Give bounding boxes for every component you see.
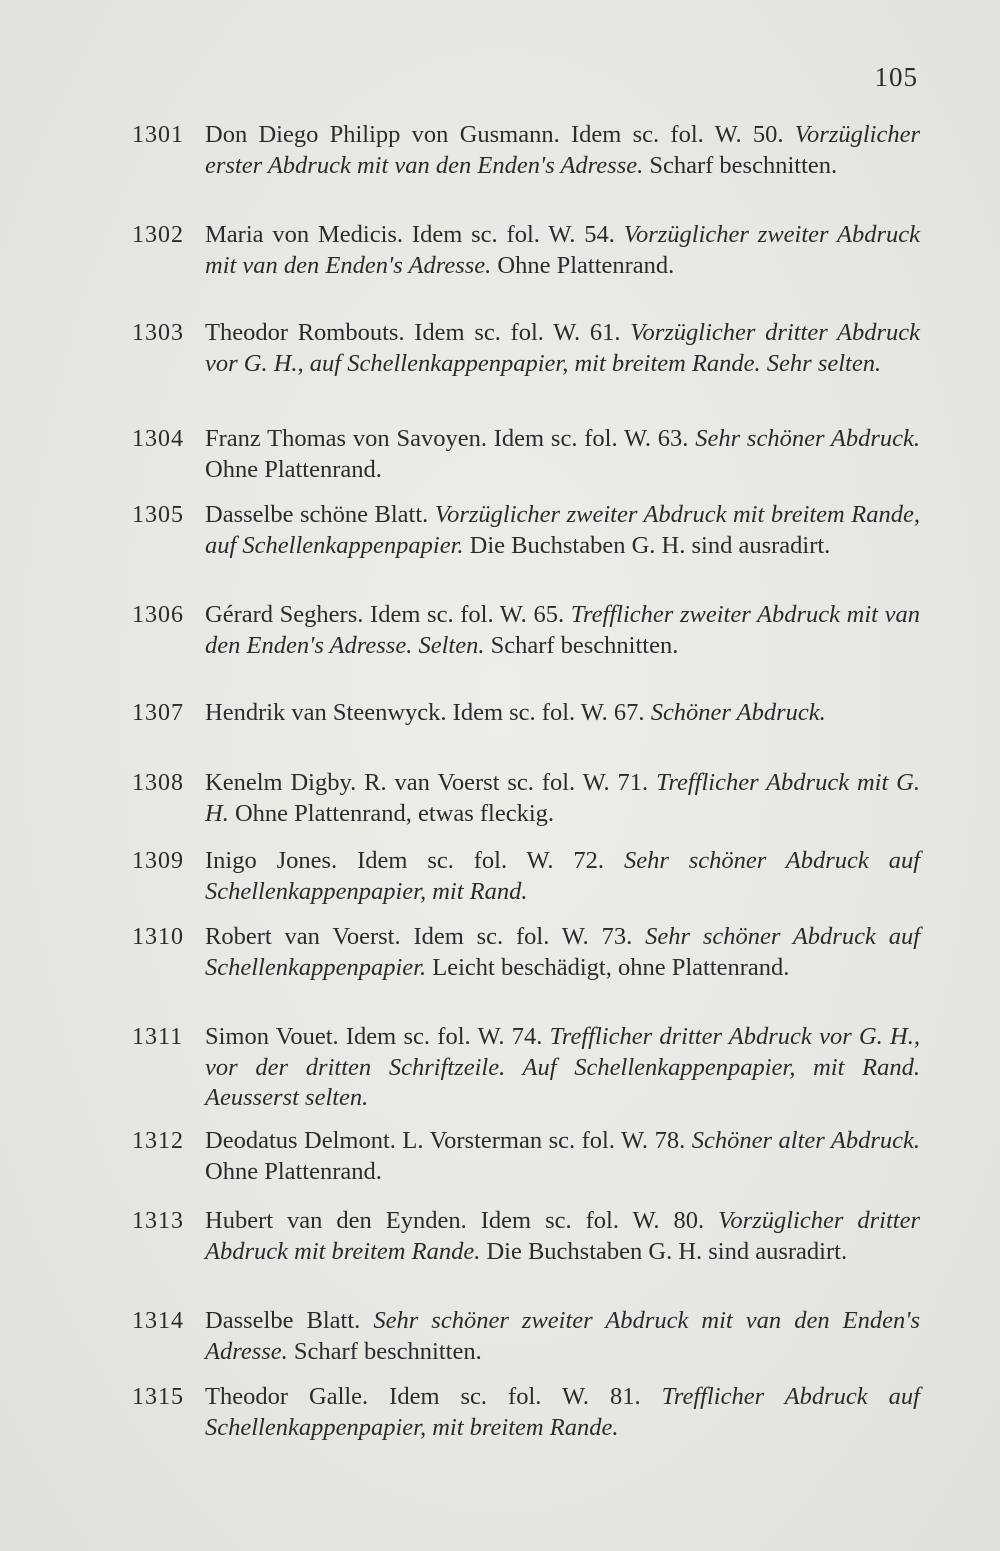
entry-text-part: Simon Vouet. Idem sc. fol. W. 74. — [205, 1023, 550, 1050]
entry-text-part: Franz Thomas von Savoyen. Idem sc. fol. W. 63. — [205, 425, 696, 452]
entry-text-part-italic: Vorzüglicher erster Abdruck mit van den Enden's Adresse. — [205, 121, 920, 179]
entry-number: 1301 — [132, 122, 184, 148]
entry-text-part: Hubert van den Eynden. Idem sc. fol. W. 80. — [205, 1207, 719, 1234]
entry-text-part-italic: Sehr schöner Abdruck. — [695, 425, 920, 452]
entry-text — [205, 846, 920, 907]
entry-text — [205, 1382, 920, 1443]
entry-number: 1308 — [132, 770, 184, 796]
entry-text-part-italic: Vorzüglicher zweiter Abdruck mit breitem Rande, auf Schellenkappenpapier. — [205, 501, 920, 559]
entry-number: 1306 — [132, 602, 184, 628]
entry-text — [205, 600, 920, 661]
entry-text-part-italic: Schöner alter Abdruck. — [691, 1127, 920, 1154]
entry-text-part: Dasselbe schöne Blatt. — [205, 501, 435, 528]
entry-text-part-italic: Trefflicher zweiter Abdruck mit van den Enden's Adresse. Selten. — [205, 601, 920, 659]
entry-text — [205, 120, 920, 181]
entry-text-part: Ohne Plattenrand. — [205, 455, 382, 483]
entry-text-part: Leicht beschädigt, ohne Plattenrand. — [426, 953, 790, 981]
entry-text-part: Ohne Plattenrand. — [491, 251, 675, 279]
entry-text-part: Scharf beschnitten. — [484, 631, 679, 659]
entry-number: 1309 — [132, 848, 184, 874]
entry-text-part: Ohne Plattenrand, etwas fleckig. — [228, 799, 555, 827]
entry-number: 1314 — [132, 1308, 184, 1334]
entry-text-part: Kenelm Digby. R. van Voerst sc. fol. W. 71. — [205, 769, 657, 796]
entry-text-part: Ohne Plattenrand. — [205, 1157, 382, 1185]
entry-text-part-italic: Vorzüglicher dritter Abdruck vor G. H., auf Schellenkappenpapier, mit breitem Rande. Sehr selten. — [205, 319, 920, 377]
entry-text-part-italic: Sehr schöner zweiter Abdruck mit van den Enden's Adresse. — [205, 1307, 920, 1365]
entry-text-part: Robert van Voerst. Idem sc. fol. W. 73. — [205, 923, 646, 950]
entry-number: 1315 — [132, 1384, 184, 1410]
entry-text — [205, 922, 920, 983]
entry-number: 1310 — [132, 924, 184, 950]
entry-text — [205, 424, 920, 485]
entry-text-part: Scharf beschnitten. — [287, 1337, 482, 1365]
page-number: 105 — [874, 62, 918, 92]
entry-number: 1307 — [132, 700, 184, 726]
entry-text-part: Theodor Rombouts. Idem sc. fol. W. 61. — [205, 319, 631, 346]
entry-text-part: Hendrik van Steenwyck. Idem sc. fol. W. 67. — [205, 699, 651, 726]
entry-number: 1313 — [132, 1208, 184, 1234]
entry-text-part-italic: Trefflicher Abdruck mit G. H. — [205, 769, 920, 827]
entry-text-part-italic: Trefflicher Abdruck auf Schellenkappenpapier, mit breitem Rande. — [205, 1383, 920, 1441]
entry-text-part: Theodor Galle. Idem sc. fol. W. 81. — [205, 1383, 662, 1410]
entry-number: 1303 — [132, 320, 184, 346]
entry-text — [205, 1206, 920, 1267]
entry-number: 1302 — [132, 222, 184, 248]
entry-text-part: Inigo Jones. Idem sc. fol. W. 72. — [205, 847, 624, 874]
entry-text-part: Scharf beschnitten. — [643, 151, 838, 179]
entry-text-part: Maria von Medicis. Idem sc. fol. W. 54. — [205, 221, 624, 248]
entry-text-part-italic: Sehr schöner Abdruck auf Schellenkappenpapier, mit Rand. — [205, 847, 920, 905]
entry-text-part-italic: Vorzüglicher dritter Abdruck mit breitem Rande. — [205, 1207, 920, 1265]
entry-number: 1304 — [132, 426, 184, 452]
entry-text-part: Gérard Seghers. Idem sc. fol. W. 65. — [205, 601, 571, 628]
entry-text — [205, 318, 920, 379]
entry-number: 1312 — [132, 1128, 184, 1154]
entry-number: 1311 — [132, 1024, 184, 1050]
entry-number: 1305 — [132, 502, 184, 528]
entry-text-part: Die Buchstaben G. H. sind ausradirt. — [480, 1237, 848, 1265]
entry-text-part-italic: Trefflicher dritter Abdruck vor G. H., vor der dritten Schriftzeile. Auf Schellenkappenpapier, mit Rand. Aeusserst selten. — [205, 1023, 920, 1111]
entry-text-part: Deodatus Delmont. L. Vorsterman sc. fol. W. 78. — [205, 1127, 692, 1154]
entry-text — [205, 768, 920, 829]
entry-text-part: Don Diego Philipp von Gusmann. Idem sc. fol. W. 50. — [205, 121, 795, 148]
entry-text — [205, 220, 920, 281]
entry-text-part-italic: Sehr schöner Abdruck auf Schellenkappenpapier. — [205, 923, 921, 981]
entry-text — [205, 500, 920, 561]
entry-text-part-italic: Schöner Abdruck. — [650, 699, 826, 726]
entry-text — [205, 1306, 920, 1367]
entry-text — [205, 1022, 920, 1114]
entry-text-part: Die Buchstaben G. H. sind ausradirt. — [463, 531, 831, 559]
entry-text — [205, 698, 920, 729]
entry-text-part: Dasselbe Blatt. — [205, 1307, 374, 1334]
entry-text-part-italic: Vorzüglicher zweiter Abdruck mit van den Enden's Adresse. — [205, 221, 920, 279]
entry-text — [205, 1126, 920, 1187]
